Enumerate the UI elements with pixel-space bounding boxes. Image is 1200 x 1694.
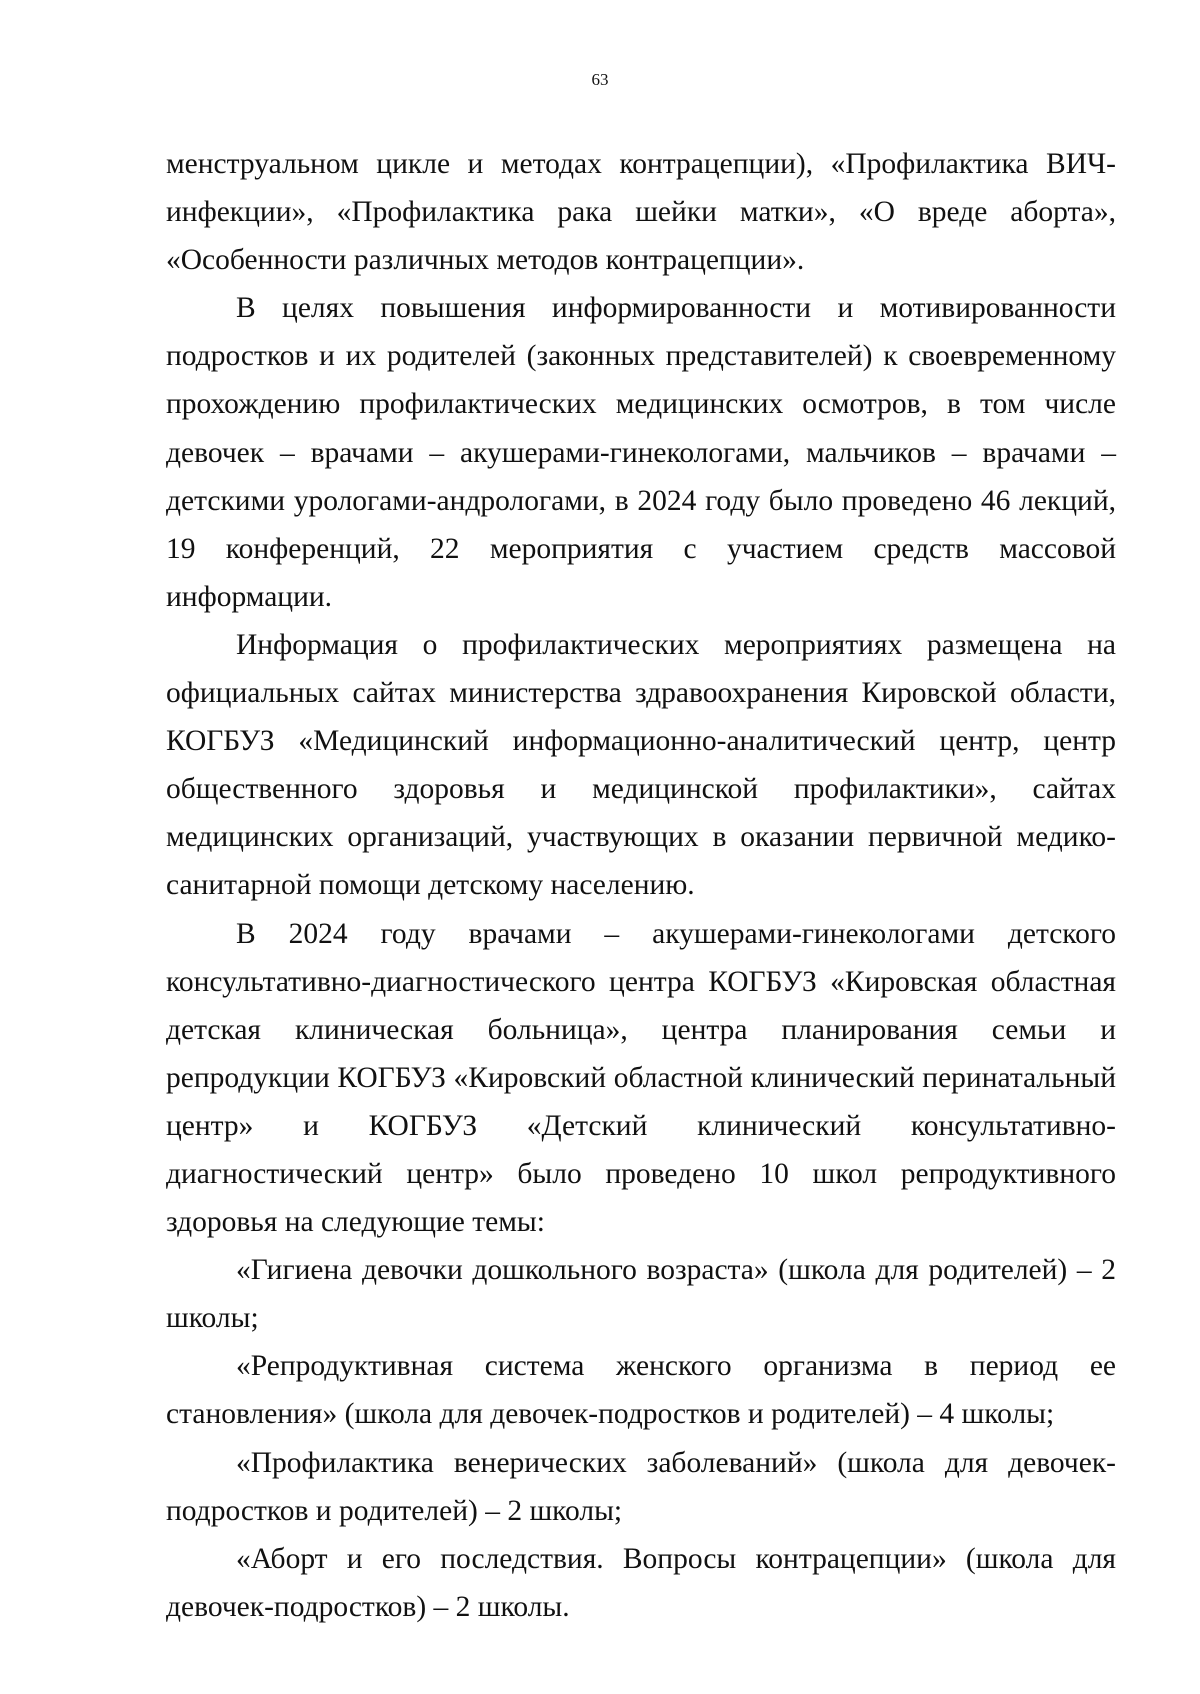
paragraph-schools: В 2024 году врачами – акушерами-гинекологами детского консультативно-диагностического центра КОГБУЗ «Кировская областная детская клиническая больница», центра планирования семьи и репродукции КОГБУЗ «Кировский областной клинический перинатальный центр» и КОГБУЗ «Детский клинический консультативно-диагностический центр» было проведено 10 школ репродуктивного здоровья на следующие темы: xyxy=(166,917,1116,1239)
page-number: 63 xyxy=(591,70,609,89)
paragraph-awareness: В целях повышения информированности и мотивированности подростков и их родителей (законных представителей) к своевременному прохождению профилактических медицинских осмотров, в том числе девочек – врачами – акушерами-гинекологами, мальчиков – врачами – детскими урологами-андрологами, в 2024 году было проведено 46 лекций, 19 конференций, 22 мероприятия с участием средств массовой информации. xyxy=(166,292,1116,613)
list-item-school: «Гигиена девочки дошкольного возраста» (школа для родителей) – 2 школы; xyxy=(166,1254,1116,1335)
paragraph-continuation: менструальном цикле и методах контрацепции), «Профилактика ВИЧ-инфекции», «Профилактика рака шейки матки», «О вреде аборта», «Особенности различных методов контрацепции». xyxy=(166,148,1116,277)
list-item-school: «Аборт и его последствия. Вопросы контрацепции» (школа для девочек-подростков) – 2 школы. xyxy=(166,1542,1116,1623)
paragraph-information: Информация о профилактических мероприятиях размещена на официальных сайтах министерства здравоохранения Кировской области, КОГБУЗ «Медицинский информационно-аналитический центр, центр общественного здоровья и медицинской профилактики», сайтах медицинских организаций, участвующих в оказании первичной медико-санитарной помощи детскому населению. xyxy=(166,628,1116,902)
document-body xyxy=(166,140,1116,1631)
list-item-school: «Репродуктивная система женского организма в период ее становления» (школа для девочек-подростков и родителей) – 4 школы; xyxy=(166,1350,1116,1431)
list-item-school: «Профилактика венерических заболеваний» (школа для девочек-подростков и родителей) – 2 школы; xyxy=(166,1446,1116,1527)
